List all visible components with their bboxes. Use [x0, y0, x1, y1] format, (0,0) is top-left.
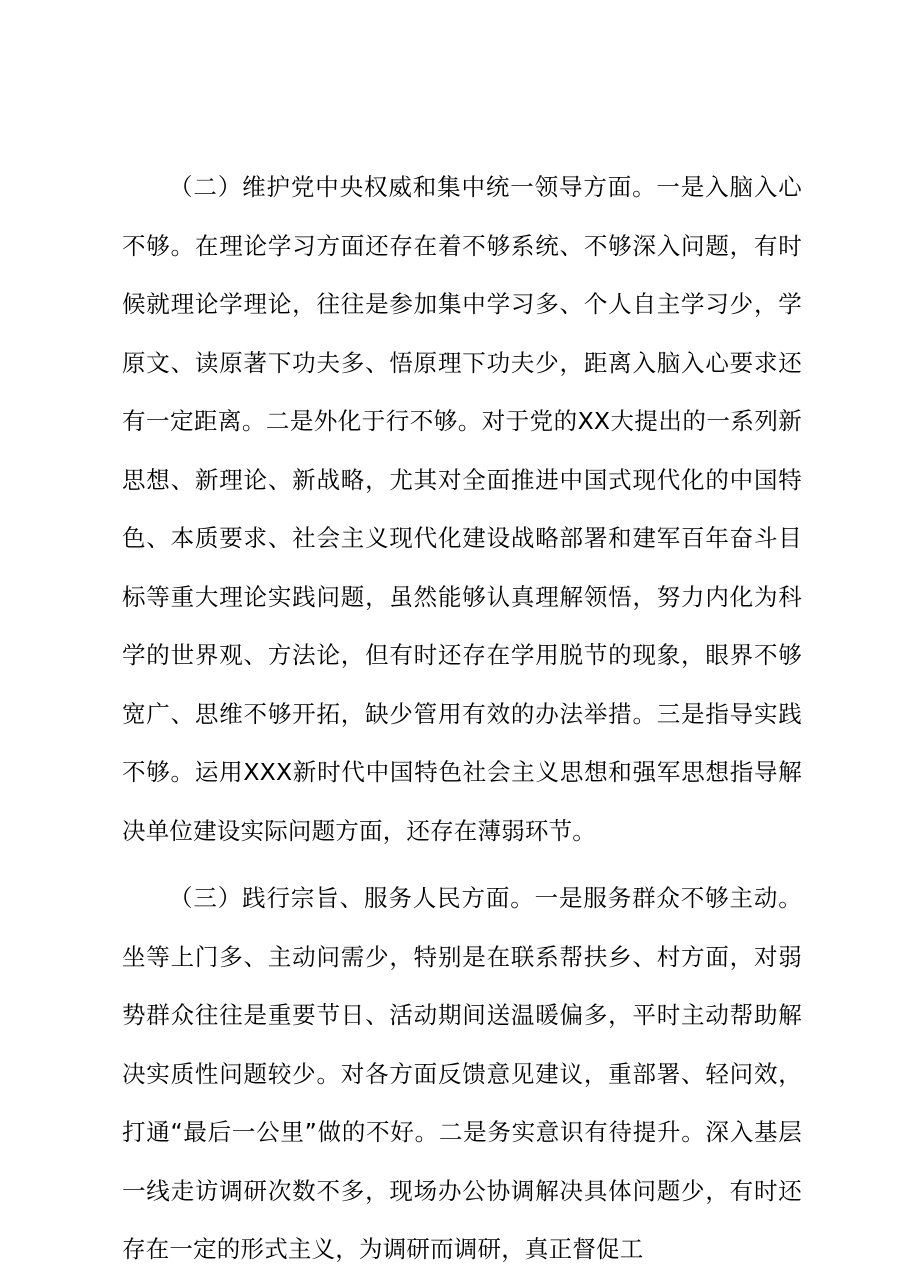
paragraph-section-three: （三）践行宗旨、服务人民方面。一是服务群众不够主动。坐等上门多、主动问需少，特别是在联系帮扶乡、村方面，对弱势群众往往是重要节日、活动期间送温暖偏多，平时主动帮助解决实质性问题较少。对各方面反馈意见建议，重部署、轻问效，打通“最后一公里”做的不好。二是务实意识有待提升。深入基层一线走访调研次数不多，现场办公协调解决具体问题少，有时还存在一定的形式主义，为调研而调研，真正督促工 [122, 884, 802, 1263]
document-body [122, 158, 802, 1279]
paragraph-section-two: （二）维护党中央权威和集中统一领导方面。一是入脑入心不够。在理论学习方面还存在着不够系统、不够深入问题，有时候就理论学理论，往往是参加集中学习多、个人自主学习少，学原文、读原著下功夫多、悟原理下功夫少，距离入脑入心要求还有一定距离。二是外化于行不够。对于党的XX大提出的一系列新思想、新理论、新战略，尤其对全面推进中国式现代化的中国特色、本质要求、社会主义现代化建设战略部署和建军百年奋斗目标等重大理论实践问题，虽然能够认真理解领悟，努力内化为科学的世界观、方法论，但有时还存在学用脱节的现象，眼界不够宽广、思维不够开拓，缺少管用有效的办法举措。三是指导实践不够。运用XXX新时代中国特色社会主义思想和强军思想指导解决单位建设实际问题方面，还存在薄弱环节。 [122, 173, 802, 845]
